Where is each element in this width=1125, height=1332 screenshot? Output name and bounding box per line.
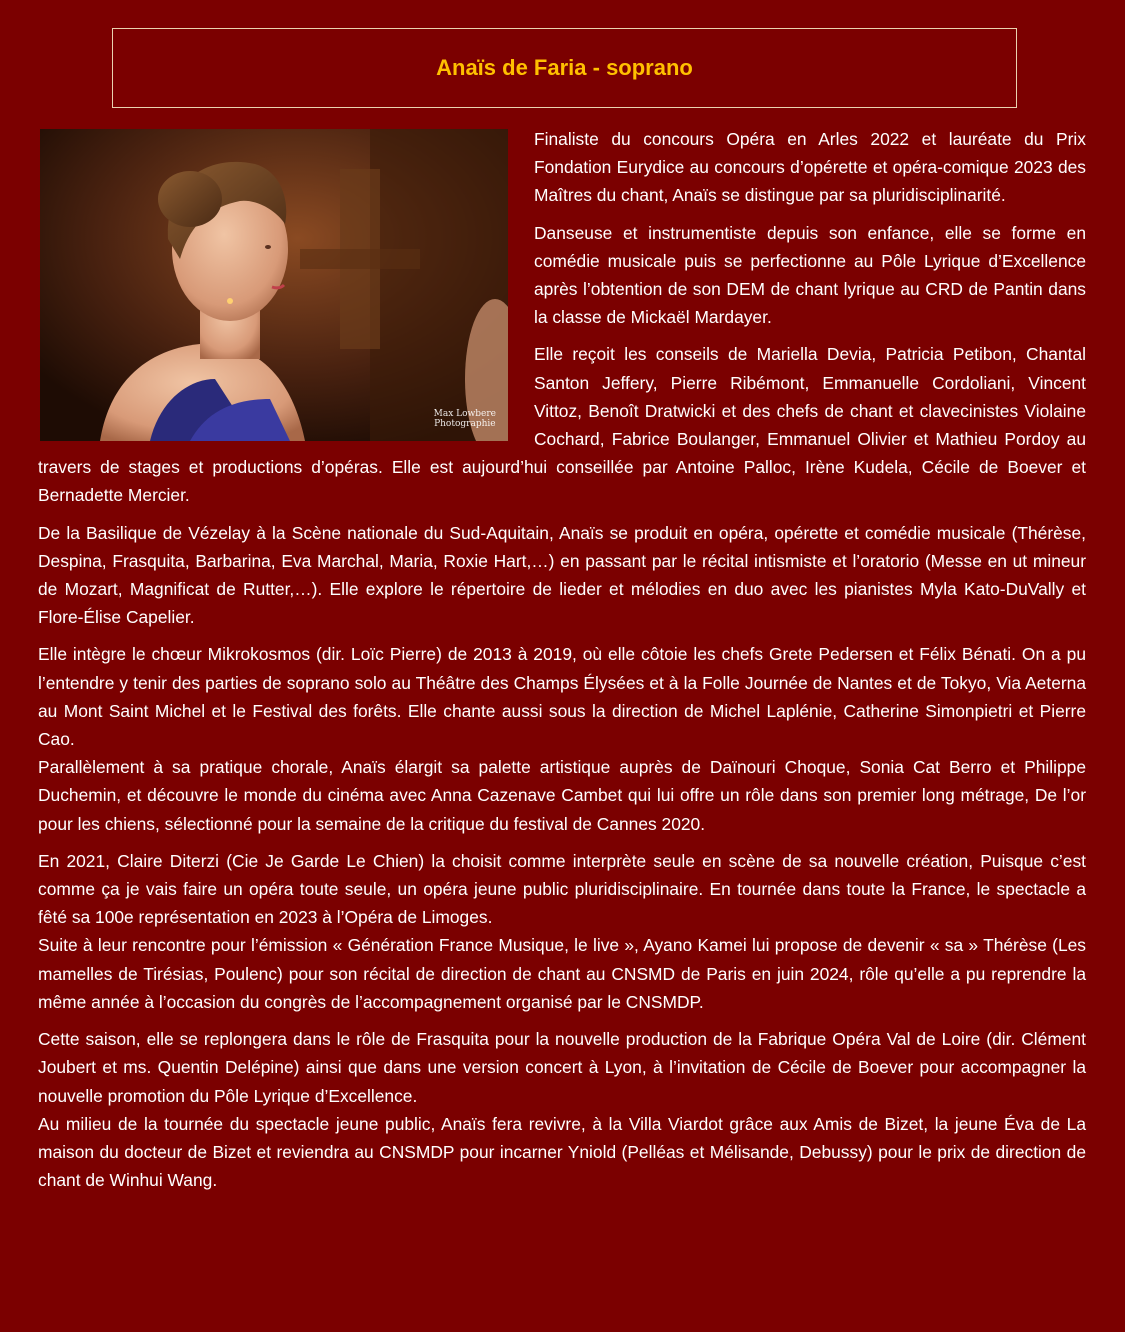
paragraph-10: Au milieu de la tournée du spectacle jeune public, Anaïs fera revivre, à la Villa Viardot grâce aux Amis de Bizet, la jeune Éva de La maison du docteur de Bizet et reviendra au CNSMDP pour incarner Yniold (Pelléas et Mélisande, Debussy) pour le prix de direction de chant de Winhui Wang. <box>38 1113 1086 1191</box>
photo-watermark <box>434 409 496 429</box>
portrait-illustration <box>40 129 508 441</box>
paragraph-1: Finaliste du concours Opéra en Arles 2022 et lauréate du Prix Fondation Eurydice au concours d’opérette et opéra-comique 2023 des Maîtres du chant, Anaïs se distingue par sa pluridisciplinarité. <box>534 129 1086 206</box>
paragraph-3: Elle reçoit les conseils de Mariella Devia, Patricia Petibon, Chantal Santon Jeffery, Pierre Ribémont, Emmanuelle Cordoliani, Vincent Vittoz, Benoît Dratwicki et des chefs de chant et clavecinistes Violaine Cochard, Fabrice Boulanger, Emmanuel Olivier et Mathieu Pordoy au travers de stages et productions d’opéras. Elle est aujourd’hui conseillée par Antoine Palloc, Irène Kudela, Cécile de Boever et Bernadette Mercier. <box>38 344 1086 506</box>
paragraph-4: De la Basilique de Vézelay à la Scène nationale du Sud-Aquitain, Anaïs se produit en opéra, opérette et comédie musicale (Thérèse, Despina, Frasquita, Barbarina, Eva Marchal, Maria, Roxie Hart,…) en passant par le récital intismiste et l’oratorio (Messe en ut mineur de Mozart, Magnificat de Rutter,…). Elle explore le répertoire de lieder et mélodies en duo avec les pianistes Myla Kato-DuVally et Flore-Élise Capelier. <box>38 522 1086 628</box>
watermark-sub: Photographie <box>434 419 496 429</box>
paragraph-6: Parallèlement à sa pratique chorale, Anaïs élargit sa palette artistique auprès de Daïnouri Choque, Sonia Cat Berro et Philippe Duchemin, et découvre le monde du cinéma avec Anna Cazenave Cambet qui lui offre un rôle dans son premier long métrage, De l’or pour les chiens, sélectionné pour la semaine de la critique du festival de Cannes 2020. <box>38 757 1086 834</box>
paragraph-9: Cette saison, elle se replongera dans le rôle de Frasquita pour la nouvelle production de la Fabrique Opéra Val de Loire (dir. Clément Joubert et ms. Quentin Delépine) ainsi que dans une version concert à Lyon, à l’invitation de Cécile de Boever pour accompagner la nouvelle promotion du Pôle Lyrique d’Excellence. <box>38 1029 1086 1106</box>
portrait-photo <box>40 129 508 441</box>
bio-content <box>38 125 1086 1203</box>
watermark-name: Max Lowbere <box>433 409 496 419</box>
paragraph-7: En 2021, Claire Diterzi (Cie Je Garde Le Chien) la choisit comme interprète seule en scène de sa nouvelle création, Puisque c’est comme ça je vais faire un opéra toute seule, un opéra jeune public pluridisciplinaire. En tournée dans toute la France, le spectacle a fêté sa 100e représentation en 2023 à l’Opéra de Limoges. <box>38 850 1086 928</box>
paragraph-5: Elle intègre le chœur Mikrokosmos (dir. Loïc Pierre) de 2013 à 2019, où elle côtoie les chefs Grete Pedersen et Félix Bénati. On a pu l’entendre y tenir des parties de soprano solo au Théâtre des Champs Élysées et à la Folle Journée de Nantes et de Tokyo, Via Aeterna au Mont Saint Michel et le Festival des forêts. Elle chante aussi sous la direction de Michel Laplénie, Catherine Simonpietri et Pierre Cao. <box>38 644 1086 750</box>
title-box <box>112 28 1017 108</box>
paragraph-8: Suite à leur rencontre pour l’émission « Génération France Musique, le live », Ayano Kamei lui propose de devenir « sa » Thérèse (Les mamelles de Tirésias, Poulenc) pour son récital de direction de chant au CNSMD de Paris en juin 2024, rôle qu’elle a pu reprendre la même année à l’occasion du congrès de l’accompagnement organisé par le CNSMDP. <box>38 935 1086 1012</box>
paragraph-2: Danseuse et instrumentiste depuis son enfance, elle se forme en comédie musicale puis se perfectionne au Pôle Lyrique d’Excellence après l’obtention de son DEM de chant lyrique au CRD de Pantin dans la classe de Mickaël Mardayer. <box>534 222 1086 328</box>
page-title: Anaïs de Faria - soprano <box>436 55 693 80</box>
